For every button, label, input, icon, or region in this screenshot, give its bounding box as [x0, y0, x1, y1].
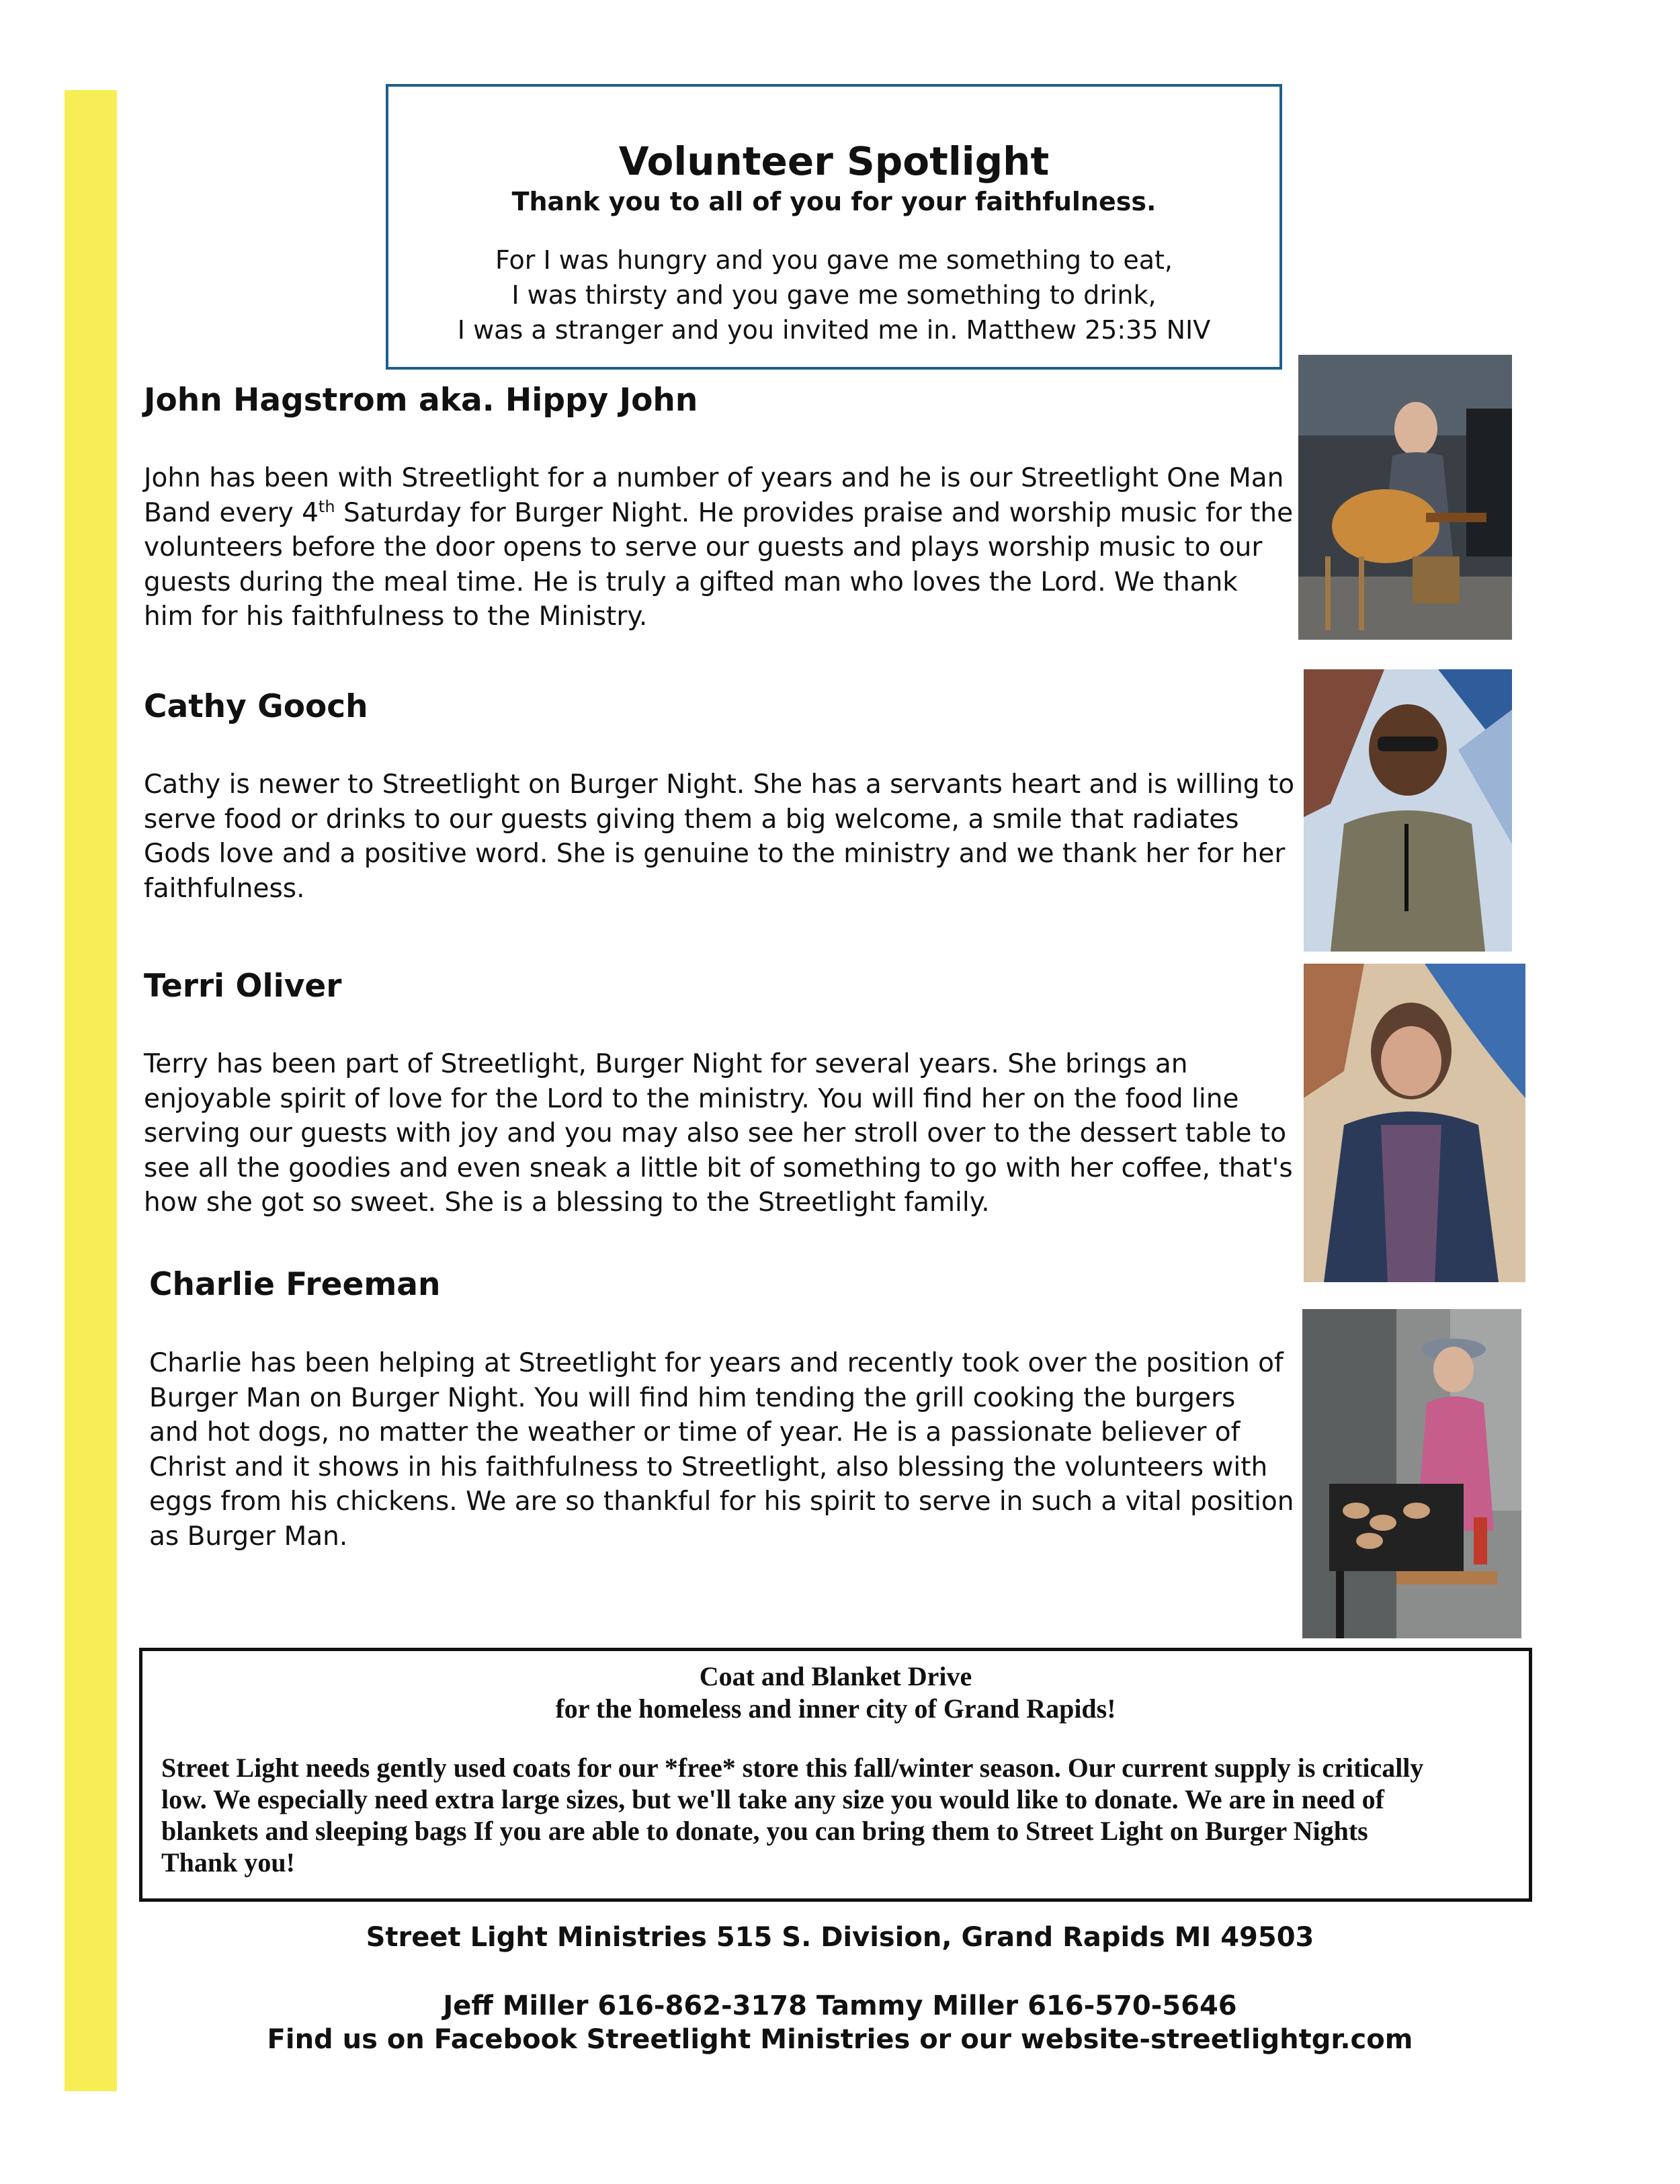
drive-body-line: blankets and sleeping bags If you are able to donate, you can bring them to Street Light on Burger Nights: [161, 1816, 1368, 1846]
bio-line: John has been with Streetlight for a number of years and he is our Streetlight One Man: [144, 463, 1284, 493]
bio-line: enjoyable spirit of love for the Lord to the ministry. You will find her on the food line: [144, 1083, 1239, 1114]
ordinal-suffix: th: [318, 497, 335, 516]
drive-title-line: Coat and Blanket Drive: [699, 1661, 972, 1691]
volunteer-name: Charlie Freeman: [149, 1266, 441, 1303]
bio-line: guests during the meal time. He is truly a gifted man who loves the Lord. We thank: [144, 566, 1238, 597]
verse-line: For I was hungry and you gave me something to eat,: [495, 245, 1173, 275]
verse-line: I was a stranger and you invited me in. Matthew 25:35 NIV: [457, 315, 1211, 345]
bio-line: Christ and it shows in his faithfulness to Streetlight, also blessing the volunteers with: [149, 1452, 1268, 1482]
bio-line: see all the goodies and even sneak a little bit of something to go with her coffee, that's: [144, 1152, 1293, 1183]
drive-body-line: low. We especially need extra large sizes, but we'll take any size you would like to donate. We are in need of: [161, 1784, 1384, 1814]
bio-line: Burger Man on Burger Night. You will find him tending the grill cooking the burgers: [149, 1382, 1236, 1413]
volunteer-bio: [144, 1047, 1293, 1220]
drive-body-line: Street Light needs gently used coats for our *free* store this fall/winter season. Our current supply is critically: [161, 1753, 1424, 1783]
drive-body-line: Thank you!: [161, 1847, 295, 1878]
bio-line: and hot dogs, no matter the weather or time of year. He is a passionate believer of: [149, 1417, 1241, 1447]
coat-blanket-drive-notice: [139, 1648, 1532, 1902]
drive-body: [161, 1752, 1529, 1878]
bio-line: volunteers before the door opens to serve our guests and plays worship music to our: [144, 532, 1263, 562]
bible-verse: [388, 243, 1279, 347]
drive-subtitle-line: for the homeless and inner city of Grand Rapids!: [555, 1693, 1116, 1724]
bio-line: [144, 496, 1294, 531]
ministry-address: Street Light Ministries 515 S. Division, Grand Rapids MI 49503: [366, 1922, 1314, 1953]
bio-line: Terry has been part of Streetlight, Burger Night for several years. She brings an: [144, 1049, 1188, 1079]
volunteer-bio: [149, 1346, 1294, 1554]
bio-line: serve food or drinks to our guests giving them a big welcome, a smile that radiates: [144, 804, 1239, 835]
drive-title: [142, 1661, 1529, 1725]
bio-line: Cathy is newer to Streetlight on Burger Night. She has a servants heart and is willing to: [144, 769, 1295, 800]
bio-line: how she got so sweet. She is a blessing to the Streetlight family.: [144, 1187, 990, 1218]
bio-line: Gods love and a positive word. She is genuine to the ministry and we thank her for her: [144, 839, 1286, 869]
volunteer-name: Cathy Gooch: [144, 688, 368, 725]
yellow-margin-bar: [65, 90, 117, 2091]
bio-line: Charlie has been helping at Streetlight for years and recently took over the position of: [149, 1348, 1284, 1378]
page-subtitle: Thank you to all of you for your faithfulness.: [511, 187, 1157, 216]
page-title: Volunteer Spotlight: [618, 138, 1050, 184]
contact-phones: Jeff Miller 616-862-3178 Tammy Miller 616-570-5646: [443, 1990, 1237, 2021]
bio-line: serving our guests with joy and you may also see her stroll over to the dessert table to: [144, 1118, 1287, 1148]
volunteer-bio: [144, 767, 1295, 906]
volunteer-name: Terri Oliver: [144, 968, 342, 1005]
online-presence: Find us on Facebook Streetlight Ministries or our website-streetlightgr.com: [267, 2024, 1413, 2055]
volunteer-photo-woman-glasses: [1304, 669, 1512, 952]
volunteer-name: John Hagstrom aka. Hippy John: [144, 382, 698, 419]
bio-line: faithfulness.: [144, 873, 305, 904]
bio-text: Saturday for Burger Night. He provides praise and worship music for the: [335, 497, 1294, 528]
bio-line: as Burger Man.: [149, 1521, 348, 1552]
bio-text: Band every 4: [144, 497, 319, 528]
volunteer-photo-guitarist: [1298, 355, 1512, 640]
volunteer-bio: [144, 461, 1294, 634]
spotlight-header: [386, 84, 1282, 370]
verse-line: I was thirsty and you gave me something to drink,: [511, 280, 1157, 310]
bio-line: him for his faithfulness to the Ministry.: [144, 601, 648, 632]
volunteer-photo-grill-man: [1302, 1309, 1521, 1638]
volunteer-photo-woman-denim: [1304, 964, 1525, 1282]
bio-line: eggs from his chickens. We are so thankful for his spirit to serve in such a vital position: [149, 1486, 1294, 1517]
